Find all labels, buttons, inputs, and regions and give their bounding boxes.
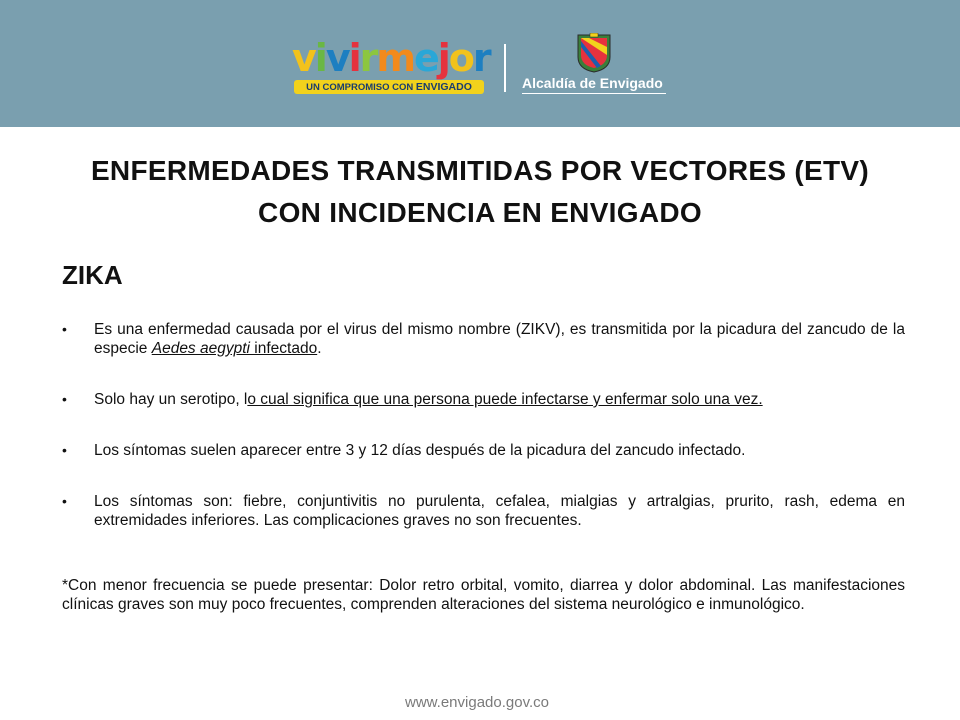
bullet-dot-icon: •: [62, 493, 67, 509]
bullet-item: [62, 320, 905, 358]
underlined-text: o cual significa que una persona puede infectarse y enfermar solo una vez.: [247, 391, 763, 408]
header-banner: [0, 0, 960, 127]
bullet-text: Solo hay un serotipo, l: [94, 391, 248, 408]
logo-tagline: UN COMPROMISO CON ENVIGADO: [294, 80, 484, 94]
bullet-item: [62, 390, 905, 409]
title-line-1: ENFERMEDADES TRANSMITIDAS POR VECTORES (ETV): [90, 155, 870, 186]
vivir-mejor-wordmark: vivirmejor: [292, 36, 490, 80]
bullet-text: Es una enfermedad causada por el virus del mismo nombre (ZIKV), es transmitida por la picadura del zancudo de la especie: [94, 321, 905, 357]
vivir-mejor-logo: [292, 38, 490, 96]
bullet-text-end: .: [317, 340, 322, 357]
bullet-text: Los síntomas suelen aparecer entre 3 y 12 días después de la picadura del zancudo infectado.: [94, 442, 746, 459]
bullet-dot-icon: •: [62, 391, 67, 407]
species-name: Aedes aegypti: [151, 340, 250, 357]
bullet-item: [62, 441, 905, 460]
bullet-item: [62, 492, 905, 530]
section-title: ZIKA: [62, 260, 123, 290]
underlined-text: infectado: [249, 340, 318, 357]
footer-url: www.envigado.gov.co: [405, 694, 549, 711]
bullet-list: [62, 320, 905, 562]
title-line-2: CON INCIDENCIA EN ENVIGADO: [258, 197, 702, 228]
logo-divider: [504, 44, 506, 92]
page-title: [40, 150, 920, 234]
bullet-dot-icon: •: [62, 442, 67, 458]
bullet-text: Los síntomas son: fiebre, conjuntivitis no purulenta, cefalea, mialgias y artralgias, prurito, rash, edema en extremidades inferiores. Las complicaciones graves no son frecuentes.: [94, 493, 905, 529]
alcaldia-underline: [522, 93, 666, 94]
coat-of-arms-icon: [575, 33, 613, 73]
footnote: *Con menor frecuencia se puede presentar: Dolor retro orbital, vomito, diarrea y dolor abdominal. Las manifestaciones clínicas graves son muy poco frecuentes, comprenden alteraciones del sistema neurológico e inmunológico.: [62, 577, 905, 613]
bullet-dot-icon: •: [62, 321, 67, 337]
alcaldia-name: Alcaldía de Envigado: [522, 75, 663, 91]
